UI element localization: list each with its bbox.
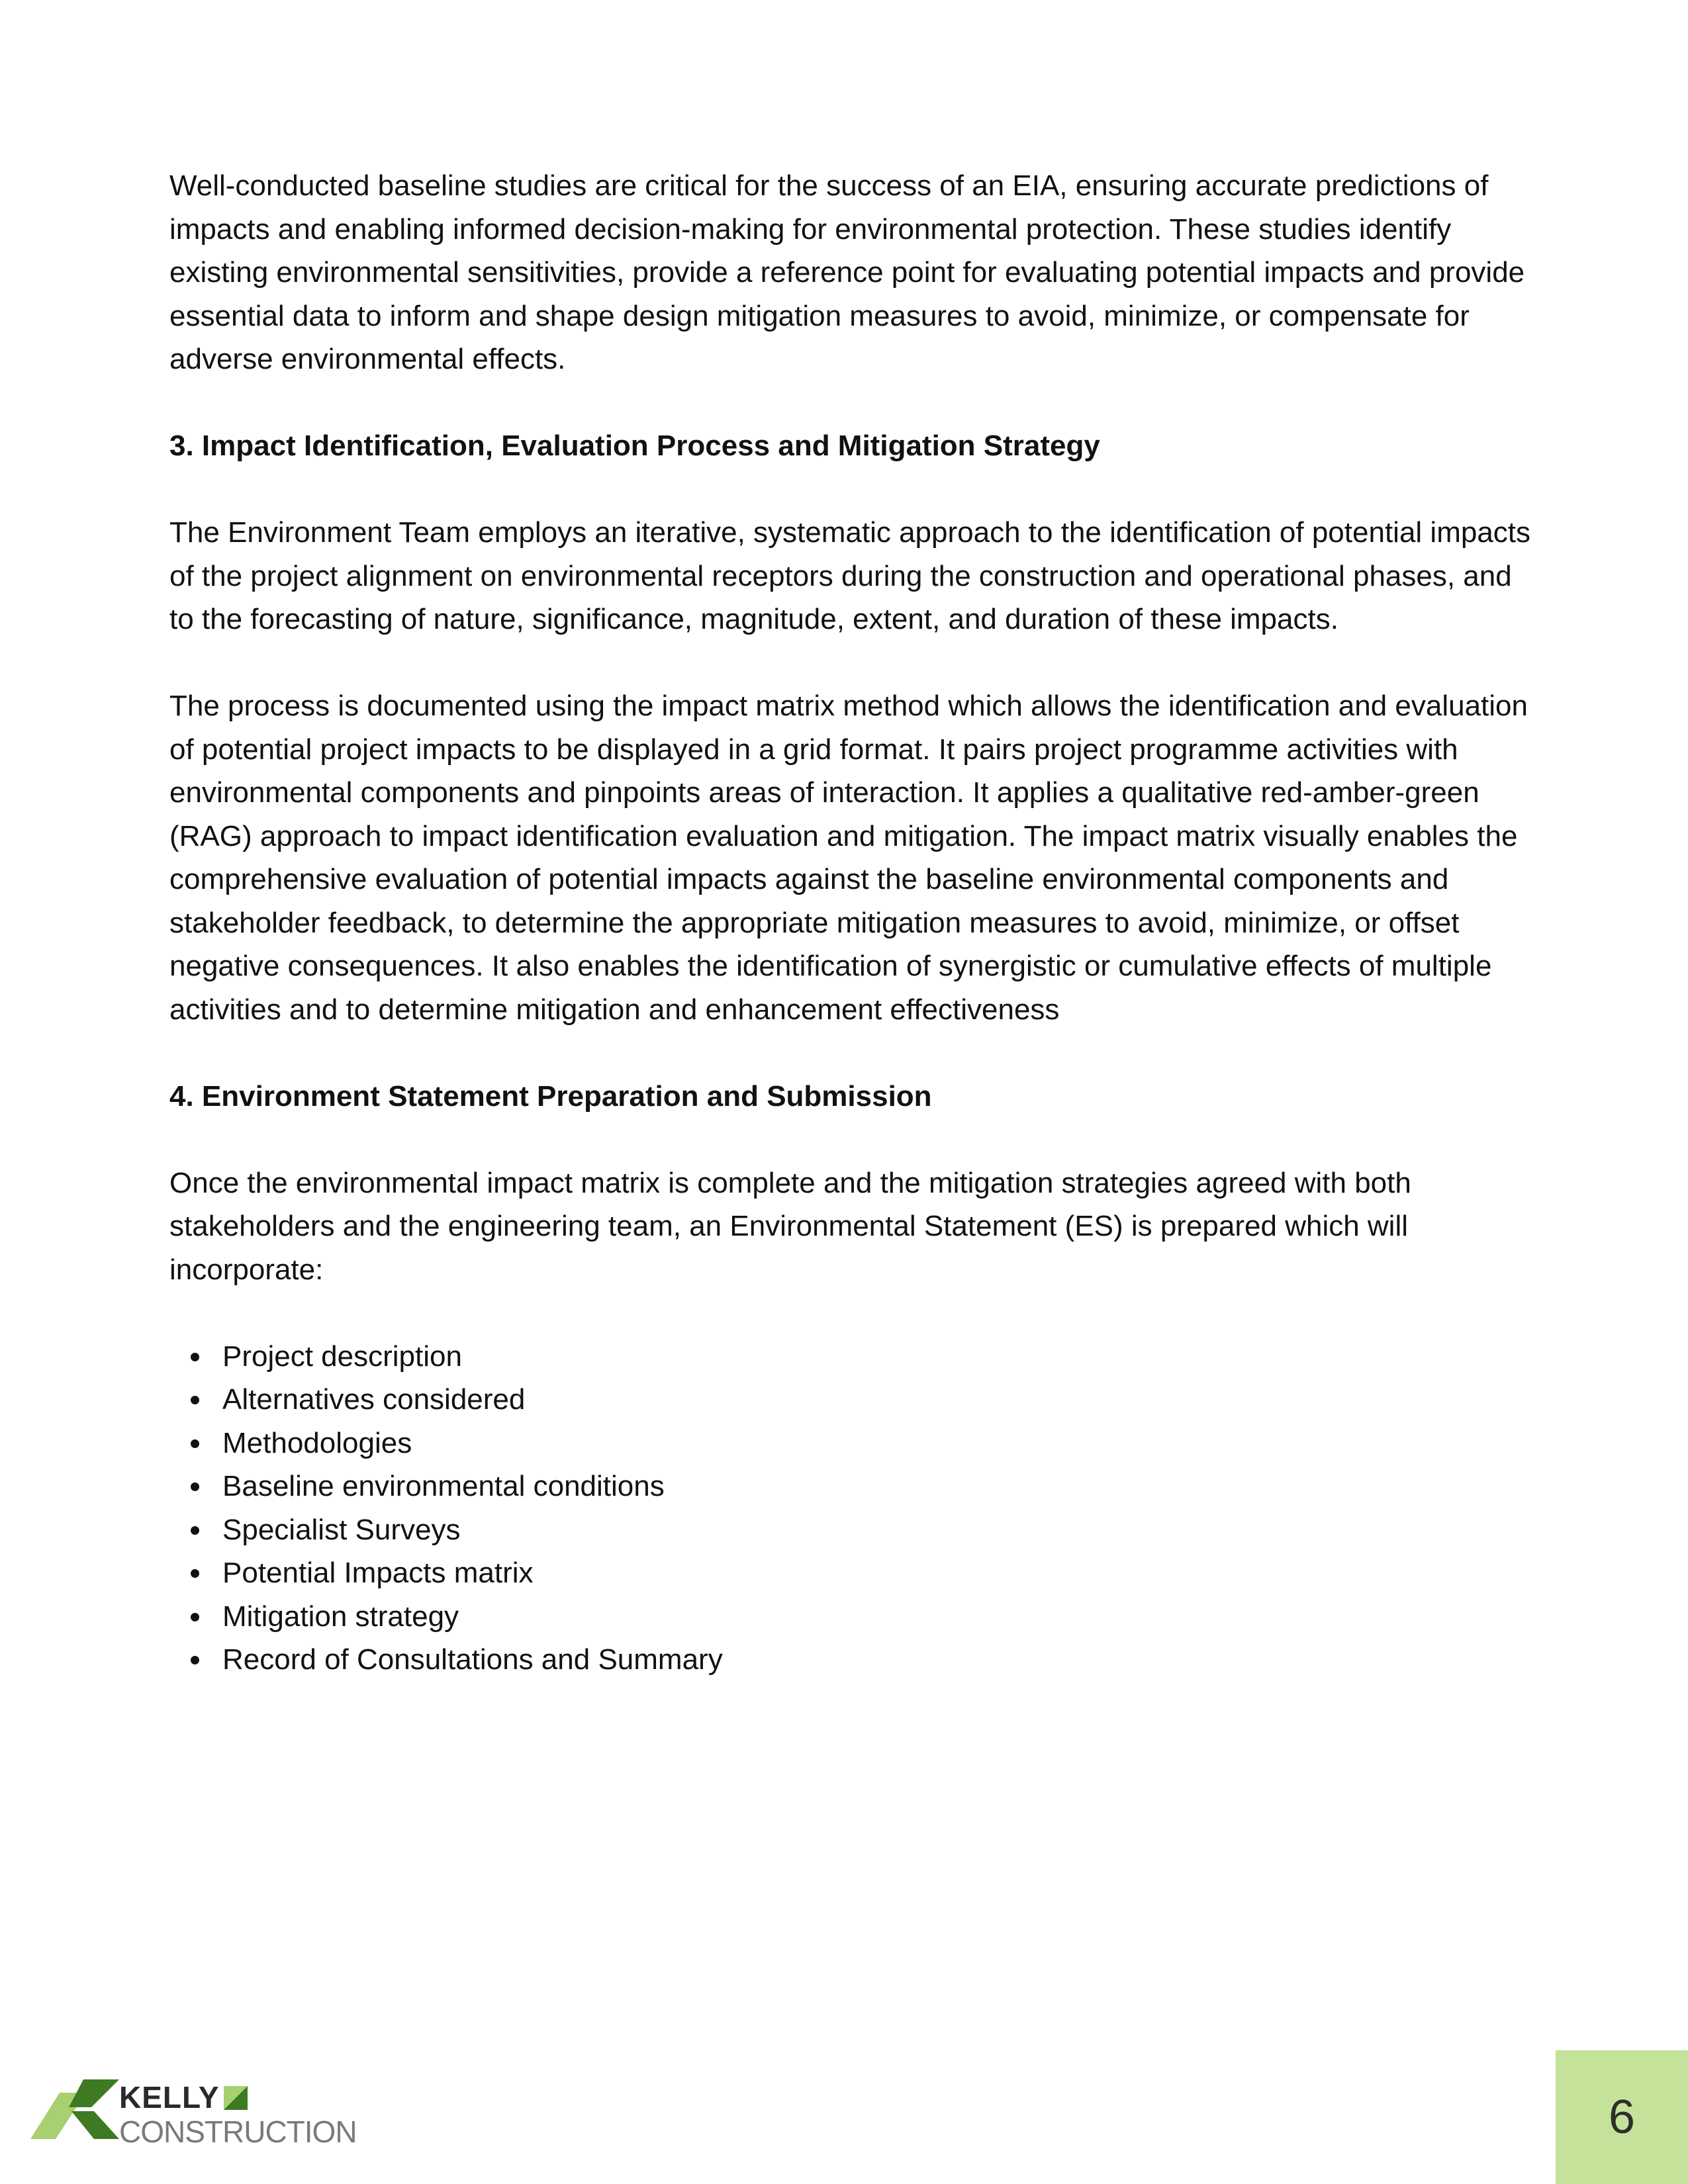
logo-text-construction: CONSTRUCTION xyxy=(119,2115,357,2149)
logo-dark-leg xyxy=(71,2111,119,2139)
paragraph-environmental-statement: Once the environmental impact matrix is complete and the mitigation strategies agreed with both stakeholders and the engineering team, an Environmental Statement (ES) is prepared which will incorporate: xyxy=(169,1166,1411,1286)
logo-mark-icon xyxy=(30,2078,130,2151)
list-item: Record of Consultations and Summary xyxy=(222,1638,1533,1682)
list-item: Methodologies xyxy=(222,1422,1533,1465)
list-item: Baseline environmental conditions xyxy=(222,1465,1533,1508)
es-contents-list xyxy=(169,1335,1533,1682)
page-number-badge xyxy=(1556,2050,1688,2184)
logo-text-kelly: KELLY xyxy=(119,2080,220,2115)
paragraph-impact-matrix: The process is documented using the impact matrix method which allows the identification and evaluation of potential project impacts to be displayed in a grid format. It pairs project programme activities with environmental components and pinpoints areas of interaction. It applies a qualitative red-amber-green (RAG) approach to impact identification evaluation and mitigation. The impact matrix visually enables the comprehensive evaluation of potential impacts against the baseline environmental components and stakeholder feedback, to determine the appropriate mitigation measures to avoid, minimize, or offset negative consequences. It also enables the identification of synergistic or cumulative effects of multiple activities and to determine mitigation and enhancement effectiveness xyxy=(169,690,1528,1026)
logo-dark-stroke xyxy=(69,2079,119,2107)
page-number: 6 xyxy=(1608,2091,1636,2144)
section-heading-3: 3. Impact Identification, Evaluation Process and Mitigation Strategy xyxy=(169,430,1100,462)
paragraph-environment-team: The Environment Team employs an iterative, systematic approach to the identification of potential impacts of the project alignment on environmental receptors during the construction and operational phases, and to the forecasting of nature, significance, magnitude, extent, and duration of these impacts. xyxy=(169,516,1531,635)
kelly-construction-logo xyxy=(30,2078,375,2151)
section-heading-4: 4. Environment Statement Preparation and Submission xyxy=(169,1079,932,1113)
logo-square-icon xyxy=(224,2086,248,2110)
list-item: Alternatives considered xyxy=(222,1378,1533,1422)
list-item: Potential Impacts matrix xyxy=(222,1551,1533,1595)
list-item: Project description xyxy=(222,1335,1533,1379)
list-item: Mitigation strategy xyxy=(222,1595,1533,1639)
list-item: Specialist Surveys xyxy=(222,1508,1533,1552)
document-body xyxy=(169,164,1533,1682)
paragraph-baseline-studies: Well-conducted baseline studies are critical for the success of an EIA, ensuring accurate predictions of impacts and enabling informed decision-making for environmental protection. These studies identify existing environmental sensitivities, provide a reference point for evaluating potential impacts and provide essential data to inform and shape design mitigation measures to avoid, minimize, or compensate for adverse environmental effects. xyxy=(169,169,1525,375)
